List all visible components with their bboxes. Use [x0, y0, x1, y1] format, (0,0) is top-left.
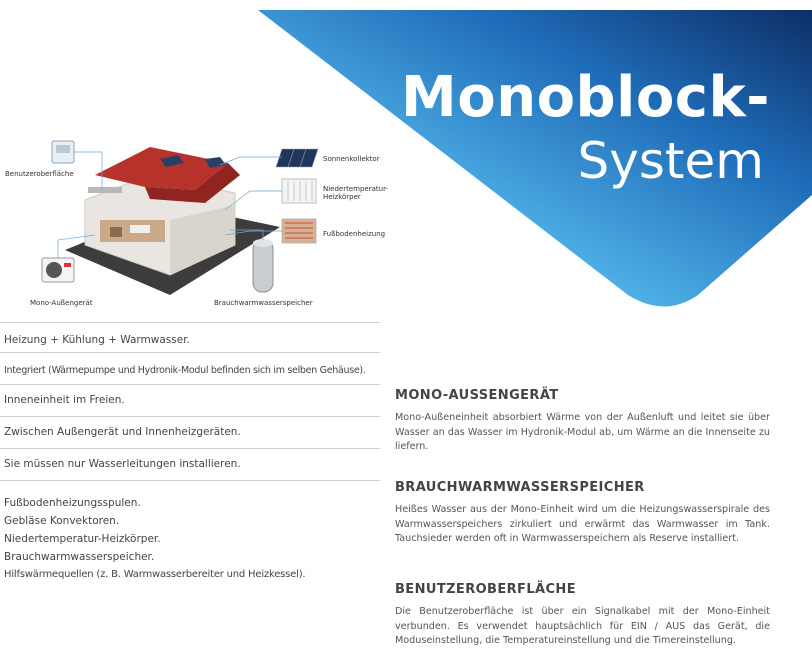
feature-list — [0, 322, 380, 586]
label-outdoor-unit: Mono-Außengerät — [30, 299, 93, 307]
hero-title-bold: Monoblock- — [401, 65, 770, 130]
radiator — [282, 179, 316, 203]
list-item: Sie müssen nur Wasserleitungen installieren. — [0, 448, 380, 480]
emitter-item: Hilfswärmequellen (z. B. Warmwasserbereiter und Heizkessel). — [4, 569, 306, 580]
section-outdoor-unit — [395, 388, 770, 480]
interior-furniture — [110, 227, 122, 237]
description-column — [395, 388, 770, 649]
water-tank — [253, 240, 273, 292]
emitter-item: Brauchwarmwasserspeicher. — [4, 551, 155, 563]
outdoor-unit-fan — [46, 262, 62, 278]
section-water-tank — [395, 480, 770, 582]
label-water-tank: Brauchwarmwasserspeicher — [214, 299, 313, 307]
label-solar-collector: Sonnenkollektor — [323, 155, 380, 163]
controller-screen — [56, 145, 70, 153]
label-radiator-line1: Niedertemperatur- — [323, 185, 389, 193]
label-underfloor: Fußbodenheizung — [323, 230, 386, 238]
hero-title-light: System — [577, 132, 764, 190]
section-title: BENUTZEROBERFLÄCHE — [395, 582, 576, 597]
emitter-item: Fußbodenheizungsspulen. — [4, 497, 141, 509]
emitter-item: Niedertemperatur-Heizkörper. — [4, 533, 161, 545]
list-item-emitters — [0, 480, 380, 580]
section-user-interface — [395, 582, 770, 649]
balcony — [88, 187, 122, 193]
interior-furniture — [130, 225, 150, 233]
list-item: Inneneinheit im Freien. — [0, 384, 380, 416]
section-title: BRAUCHWARMWASSERSPEICHER — [395, 480, 645, 495]
list-item: Integriert (Wärmepumpe und Hydronik-Modul befinden sich im selben Gehäuse). — [0, 352, 380, 384]
system-illustration — [0, 135, 390, 315]
section-text: Heißes Wasser aus der Mono-Einheit wird um die Heizungswasserspirale des Warmwasserspeichers zirkuliert und erwärmt das Warmwasser im Tank. Tauchsieder werden oft in Warmwasserspeichern als Reserve installiert. — [395, 504, 770, 544]
water-tank-top — [253, 239, 273, 247]
solar-panel — [276, 149, 318, 167]
label-user-interface: Benutzeroberfläche — [5, 170, 74, 178]
section-title: MONO-AUSSENGERÄT — [395, 388, 559, 403]
emitter-item: Gebläse Konvektoren. — [4, 515, 120, 527]
label-radiator-line2: Heizkörper — [323, 193, 361, 201]
list-item: Heizung + Kühlung + Warmwasser. — [0, 322, 380, 352]
outdoor-unit-logo — [64, 263, 71, 267]
list-item: Zwischen Außengerät und Innenheizgeräten. — [0, 416, 380, 448]
section-text: Die Benutzeroberfläche ist über ein Signalkabel mit der Mono-Einheit verbunden. Es verwendet hauptsächlich für EIN / AUS das Gerät, die Moduseinstellung, die Temperatureinstellung und die Timereinstellung. — [395, 606, 770, 646]
section-text: Mono-Außeneinheit absorbiert Wärme von der Außenluft und leitet sie über Wasser an das Wasser im Hydronik-Modul ab, um Wärme an die Innenseite zu liefern. — [395, 412, 770, 452]
